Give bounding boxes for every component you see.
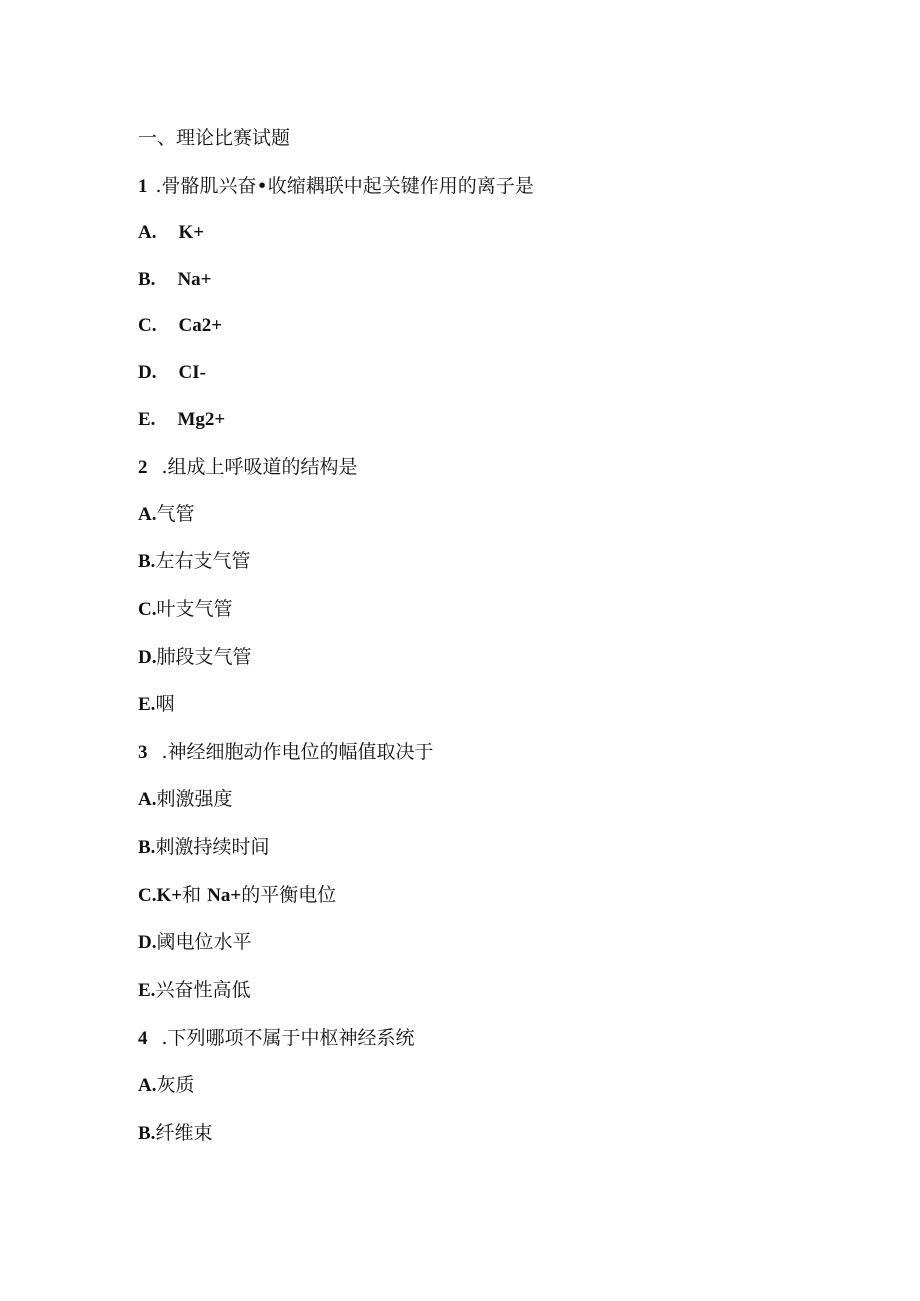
question-number: 4: [138, 1028, 148, 1049]
option-text-na: Na+: [207, 885, 242, 906]
option-letter: A.: [138, 222, 157, 243]
question-text: .下列哪项不属于中枢神经系统: [161, 1027, 415, 1049]
question-text: .骨骼肌兴奋•收缩耦联中起关键作用的离子是: [155, 175, 534, 197]
option-3b: [138, 832, 269, 862]
option-3c: [138, 880, 336, 910]
option-letter: A.: [138, 789, 157, 810]
option-text: 灰质: [156, 1074, 195, 1096]
option-letter: E.: [138, 409, 156, 430]
option-text: 咽: [155, 693, 175, 715]
option-text: 刺激持续时间: [155, 836, 270, 858]
question-text: .组成上呼吸道的结构是: [161, 456, 358, 478]
option-text-and: 和: [182, 884, 202, 906]
option-letter: B.: [138, 1123, 156, 1144]
option-3e: [138, 975, 250, 1005]
question-4: [138, 1023, 415, 1053]
option-letter: D.: [138, 362, 157, 383]
option-1c: [138, 311, 222, 341]
option-letter: C.: [138, 599, 157, 620]
option-2e: [138, 689, 174, 719]
option-text: 气管: [156, 503, 195, 525]
option-letter: B.: [138, 269, 156, 290]
question-number: 2: [138, 457, 148, 478]
option-4a: [138, 1070, 195, 1100]
option-text: CI-: [178, 362, 206, 383]
section-title: 一、理论比赛试题: [138, 127, 291, 149]
option-letter: A.: [138, 504, 157, 525]
option-letter: E.: [138, 980, 156, 1001]
option-letter: E.: [138, 694, 156, 715]
option-2c: [138, 594, 233, 624]
option-text: 左右支气管: [155, 550, 251, 572]
question-number: 3: [138, 742, 148, 763]
option-text: 阈电位水平: [156, 931, 252, 953]
option-text-rest: 的平衡电位: [241, 884, 337, 906]
option-text: K+: [178, 222, 205, 243]
option-2b: [138, 546, 250, 576]
option-text-k: K+: [156, 885, 183, 906]
question-1: [138, 171, 534, 201]
option-text: 刺激强度: [156, 788, 233, 810]
option-text: 叶支气管: [156, 598, 233, 620]
option-1a: [138, 218, 204, 248]
option-4b: [138, 1118, 212, 1148]
option-letter: B.: [138, 837, 156, 858]
option-1d: [138, 358, 206, 388]
option-2a: [138, 499, 195, 529]
question-text: .神经细胞动作电位的幅值取决于: [161, 741, 434, 763]
option-letter: C.: [138, 315, 157, 336]
question-number: 1: [138, 176, 148, 197]
question-3: [138, 737, 434, 767]
option-1b: [138, 265, 212, 295]
option-letter: B.: [138, 551, 156, 572]
option-text: Mg2+: [177, 409, 226, 430]
option-3a: [138, 784, 233, 814]
option-text: 肺段支气管: [156, 646, 252, 668]
option-1e: [138, 405, 225, 435]
option-letter: D.: [138, 932, 157, 953]
option-text: Na+: [177, 269, 212, 290]
option-letter: D.: [138, 647, 157, 668]
option-letter: C.: [138, 885, 157, 906]
option-text: Ca2+: [178, 315, 223, 336]
option-text: 兴奋性高低: [155, 979, 251, 1001]
option-3d: [138, 927, 252, 957]
option-text: 纤维束: [155, 1122, 213, 1144]
option-letter: A.: [138, 1075, 157, 1096]
question-2: [138, 452, 358, 482]
option-2d: [138, 642, 252, 672]
